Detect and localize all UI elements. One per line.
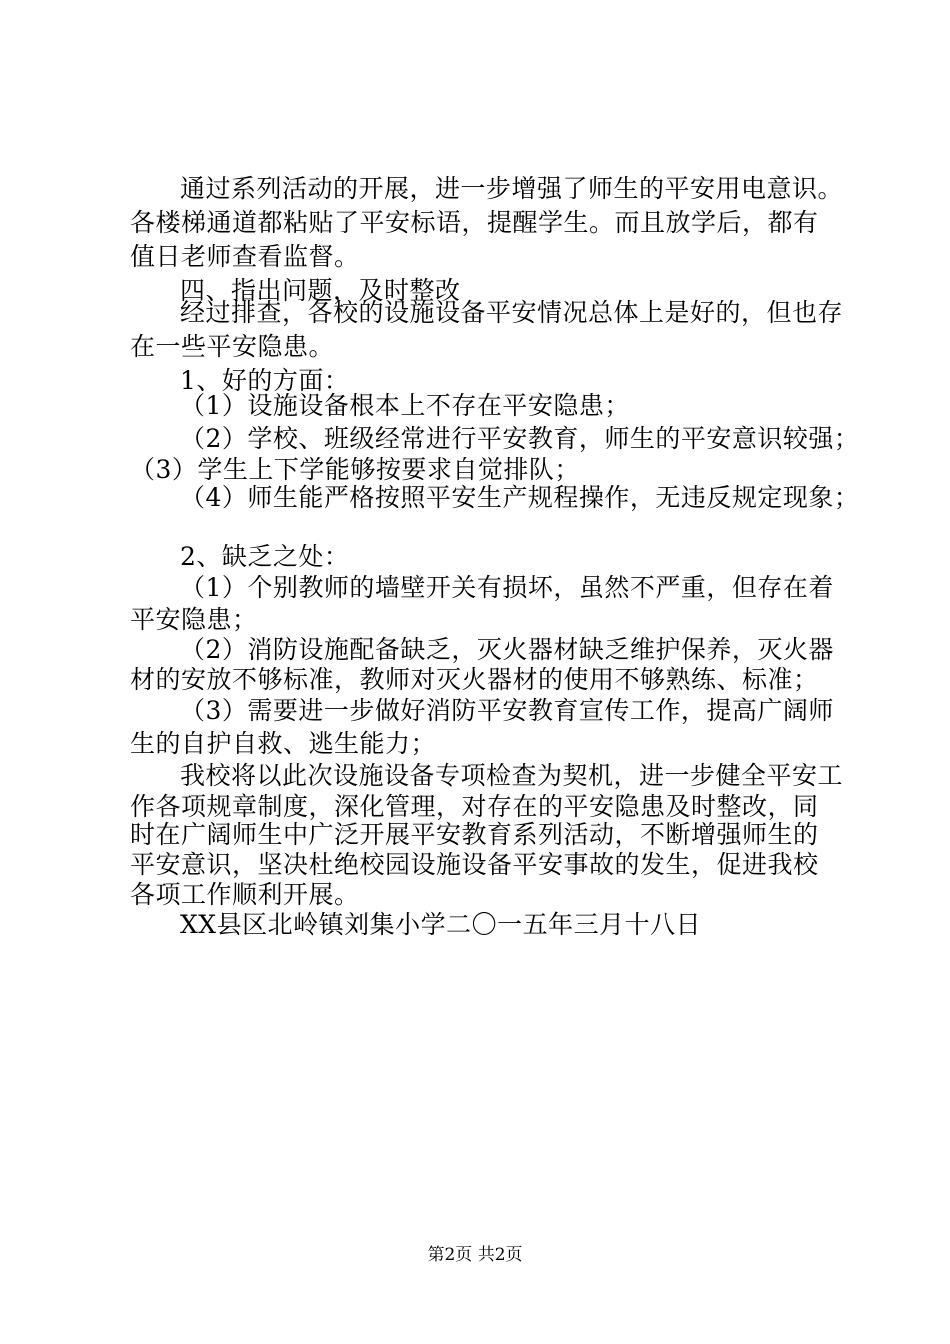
list-item: （3）学生上下学能够按要求自觉排队； [130, 455, 580, 484]
section-heading: 四、指出问题，及时整改 [180, 276, 461, 305]
body-line: 经过排查，各校的设施设备平安情况总体上是好的，但也存 [180, 298, 844, 327]
subsection-heading: 1、好的方面： [180, 366, 350, 395]
body-line: 各项工作顺利开展。 [130, 880, 360, 909]
body-line: 时在广阔师生中广泛开展平安教育系列活动，不断增强师生的 [130, 820, 819, 849]
list-item: （1）个别教师的墙壁开关有损坏，虽然不严重，但存在着 [180, 573, 834, 602]
signature-date-line: XX县区北岭镇刘集小学二〇一五年三月十八日 [180, 910, 702, 939]
list-item: （1）设施设备根本上不存在平安隐患； [180, 391, 630, 420]
body-line: 作各项规章制度，深化管理，对存在的平安隐患及时整改，同 [130, 792, 819, 821]
body-line: 我校将以此次设施设备专项检查为契机，进一步健全平安工 [180, 761, 844, 790]
list-item: 材的安放不够标准，教师对灭火器材的使用不够熟练、标准； [130, 665, 819, 694]
body-line: 各楼梯通道都粘贴了平安标语，提醒学生。而且放学后，都有 [130, 208, 819, 237]
list-item: （4）师生能严格按照平安生产规程操作，无违反规定现象； [180, 483, 860, 512]
list-item: （2）学校、班级经常进行平安教育，师生的平安意识较强； [180, 424, 860, 453]
page-number-footer: 第2页 共2页 [427, 1245, 523, 1265]
list-item: （2）消防设施配备缺乏，灭火器材缺乏维护保养，灭火器 [180, 635, 834, 664]
list-item: 生的自护自救、逃生能力； [130, 729, 437, 758]
list-item: 平安隐患； [130, 605, 258, 634]
body-line: 在一些平安隐患。 [130, 332, 335, 361]
body-line: 平安意识，坚决杜绝校园设施设备平安事故的发生，促进我校 [130, 850, 819, 879]
body-line: 值日老师查看监督。 [130, 242, 360, 271]
list-item: （3）需要进一步做好消防平安教育宣传工作，提高广阔师 [180, 696, 834, 725]
body-line: 通过系列活动的开展，进一步增强了师生的平安用电意识。 [180, 174, 844, 203]
subsection-heading: 2、缺乏之处： [180, 542, 350, 571]
